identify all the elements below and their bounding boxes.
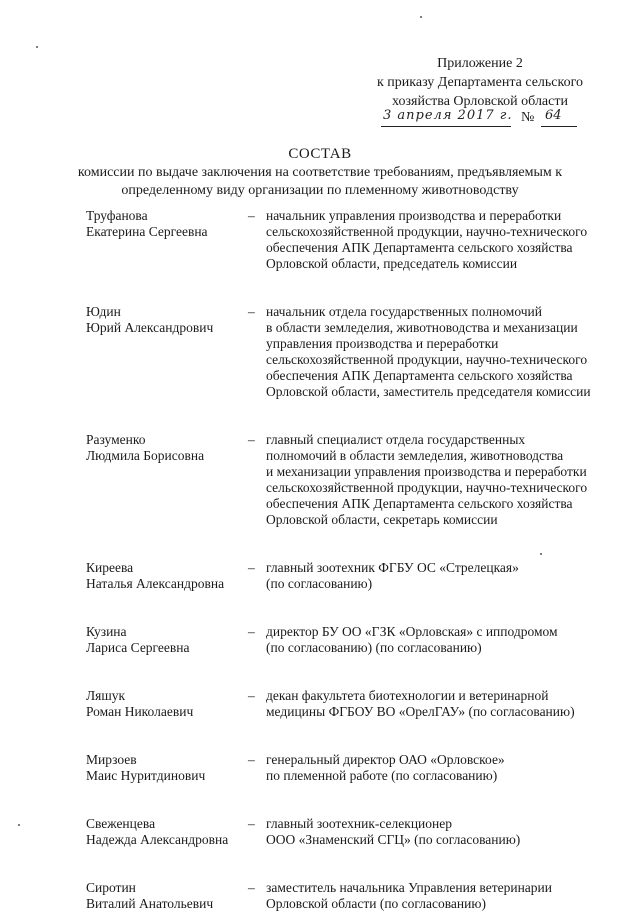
member-role-line: и механизации управления производства и переработки bbox=[266, 464, 587, 479]
member-role bbox=[266, 752, 606, 784]
member-row bbox=[86, 624, 606, 656]
member-role-line: Орловской области, заместитель председателя комиссии bbox=[266, 384, 591, 399]
member-name bbox=[86, 560, 236, 592]
member-name bbox=[86, 880, 236, 912]
member-row bbox=[86, 432, 606, 528]
appendix-line: Приложение 2 bbox=[437, 56, 523, 71]
member-name bbox=[86, 624, 236, 656]
member-role bbox=[266, 688, 606, 720]
member-role bbox=[266, 560, 606, 592]
member-name-line: Юрий Александрович bbox=[86, 320, 214, 335]
member-dash: – bbox=[248, 304, 255, 319]
scan-speck bbox=[18, 824, 20, 826]
number-underline bbox=[541, 126, 577, 127]
member-dash: – bbox=[248, 432, 255, 447]
member-name-line: Кузина bbox=[86, 624, 127, 639]
member-row bbox=[86, 208, 606, 272]
scan-speck bbox=[36, 46, 38, 48]
member-name bbox=[86, 816, 236, 848]
member-role-line: (по согласованию) bbox=[266, 576, 373, 591]
member-name-line: Труфанова bbox=[86, 208, 148, 223]
member-role-line: обеспечения АПК Департамента сельского хозяйства bbox=[266, 240, 573, 255]
member-role-line: (по согласованию) (по согласованию) bbox=[266, 640, 482, 655]
member-role bbox=[266, 624, 606, 656]
member-dash: – bbox=[248, 752, 255, 767]
member-name bbox=[86, 432, 236, 464]
member-name-line: Екатерина Сергеевна bbox=[86, 224, 208, 239]
appendix-header bbox=[360, 54, 600, 111]
member-role-line: сельскохозяйственной продукции, научно-технического bbox=[266, 352, 588, 367]
member-row bbox=[86, 880, 606, 912]
member-dash: – bbox=[248, 688, 255, 703]
member-role bbox=[266, 816, 606, 848]
page-title: СОСТАВ bbox=[288, 146, 352, 162]
member-role-line: главный зоотехник ФГБУ ОС «Стрелецкая» bbox=[266, 560, 519, 575]
member-role-line: полномочий в области земледелия, животноводства bbox=[266, 448, 564, 463]
member-role bbox=[266, 304, 606, 400]
member-name-line: Виталий Анатольевич bbox=[86, 896, 214, 911]
appendix-line: хозяйства Орловской области bbox=[392, 94, 568, 109]
member-name-line: Роман Николаевич bbox=[86, 704, 194, 719]
member-role-line: Орловской области (по согласованию) bbox=[266, 896, 486, 911]
appendix-line: к приказу Департамента сельского bbox=[376, 75, 584, 90]
member-name-line: Ляшук bbox=[86, 688, 126, 703]
member-row bbox=[86, 816, 606, 848]
scan-speck bbox=[540, 553, 542, 555]
member-name-line: Свеженцева bbox=[86, 816, 156, 831]
member-role-line: генеральный директор ОАО «Орловское» bbox=[266, 752, 505, 767]
member-row bbox=[86, 752, 606, 784]
member-role-line: заместитель начальника Управления ветеринарии bbox=[266, 880, 552, 895]
date-underline bbox=[381, 126, 511, 127]
member-role bbox=[266, 880, 606, 912]
member-name-line: Наталья Александровна bbox=[86, 576, 225, 591]
member-role-line: управления производства и переработки bbox=[266, 336, 499, 351]
member-name-line: Киреева bbox=[86, 560, 134, 575]
member-role-line: ООО «Знаменский СГЦ» (по согласованию) bbox=[266, 832, 521, 847]
member-role-line: начальник управления производства и переработки bbox=[266, 208, 562, 223]
handwritten-number: 64 bbox=[545, 108, 562, 123]
member-role-line: обеспечения АПК Департамента сельского хозяйства bbox=[266, 496, 573, 511]
member-row bbox=[86, 304, 606, 400]
member-name-line: Разуменко bbox=[86, 432, 146, 447]
member-role-line: Орловской области, председатель комиссии bbox=[266, 256, 518, 271]
member-role-line: по племенной работе (по согласованию) bbox=[266, 768, 498, 783]
member-name-line: Сиротин bbox=[86, 880, 136, 895]
member-name-line: Лариса Сергеевна bbox=[86, 640, 190, 655]
member-role-line: главный специалист отдела государственных bbox=[266, 432, 526, 447]
member-dash: – bbox=[248, 624, 255, 639]
number-label: № bbox=[521, 110, 535, 125]
member-role-line: медицины ФГБОУ ВО «ОрелГАУ» (по согласованию) bbox=[266, 704, 575, 719]
order-date-number bbox=[381, 110, 577, 128]
member-row bbox=[86, 688, 606, 720]
member-row bbox=[86, 560, 606, 592]
member-role bbox=[266, 432, 606, 528]
member-role-line: директор БУ ОО «ГЗК «Орловская» с ипподромом bbox=[266, 624, 558, 639]
member-role-line: Орловской области, секретарь комиссии bbox=[266, 512, 498, 527]
member-role-line: начальник отдела государственных полномочий bbox=[266, 304, 542, 319]
member-role bbox=[266, 208, 606, 272]
member-name-line: Людмила Борисовна bbox=[86, 448, 205, 463]
member-dash: – bbox=[248, 208, 255, 223]
member-role-line: сельскохозяйственной продукции, научно-технического bbox=[266, 480, 588, 495]
member-name bbox=[86, 752, 236, 784]
page-subtitle bbox=[40, 164, 600, 200]
member-role-line: обеспечения АПК Департамента сельского хозяйства bbox=[266, 368, 573, 383]
member-name-line: Мирзоев bbox=[86, 752, 137, 767]
scan-speck bbox=[420, 16, 422, 18]
member-name-line: Надежда Александровна bbox=[86, 832, 229, 847]
member-name-line: Юдин bbox=[86, 304, 121, 319]
member-name-line: Маис Нуритдинович bbox=[86, 768, 206, 783]
member-dash: – bbox=[248, 816, 255, 831]
subtitle-line: определенному виду организации по племенному животноводству bbox=[121, 183, 519, 198]
member-name bbox=[86, 304, 236, 336]
member-role-line: декан факультета биотехнологии и ветеринарной bbox=[266, 688, 549, 703]
member-dash: – bbox=[248, 880, 255, 895]
member-role-line: главный зоотехник-селекционер bbox=[266, 816, 452, 831]
member-name bbox=[86, 208, 236, 240]
member-dash: – bbox=[248, 560, 255, 575]
member-name bbox=[86, 688, 236, 720]
handwritten-date: 3 апреля 2017 г. bbox=[383, 108, 513, 123]
member-role-line: в области земледелия, животноводства и механизации bbox=[266, 320, 578, 335]
subtitle-line: комиссии по выдаче заключения на соответствие требованиям, предъявляемым к bbox=[77, 165, 563, 180]
member-role-line: сельскохозяйственной продукции, научно-технического bbox=[266, 224, 588, 239]
